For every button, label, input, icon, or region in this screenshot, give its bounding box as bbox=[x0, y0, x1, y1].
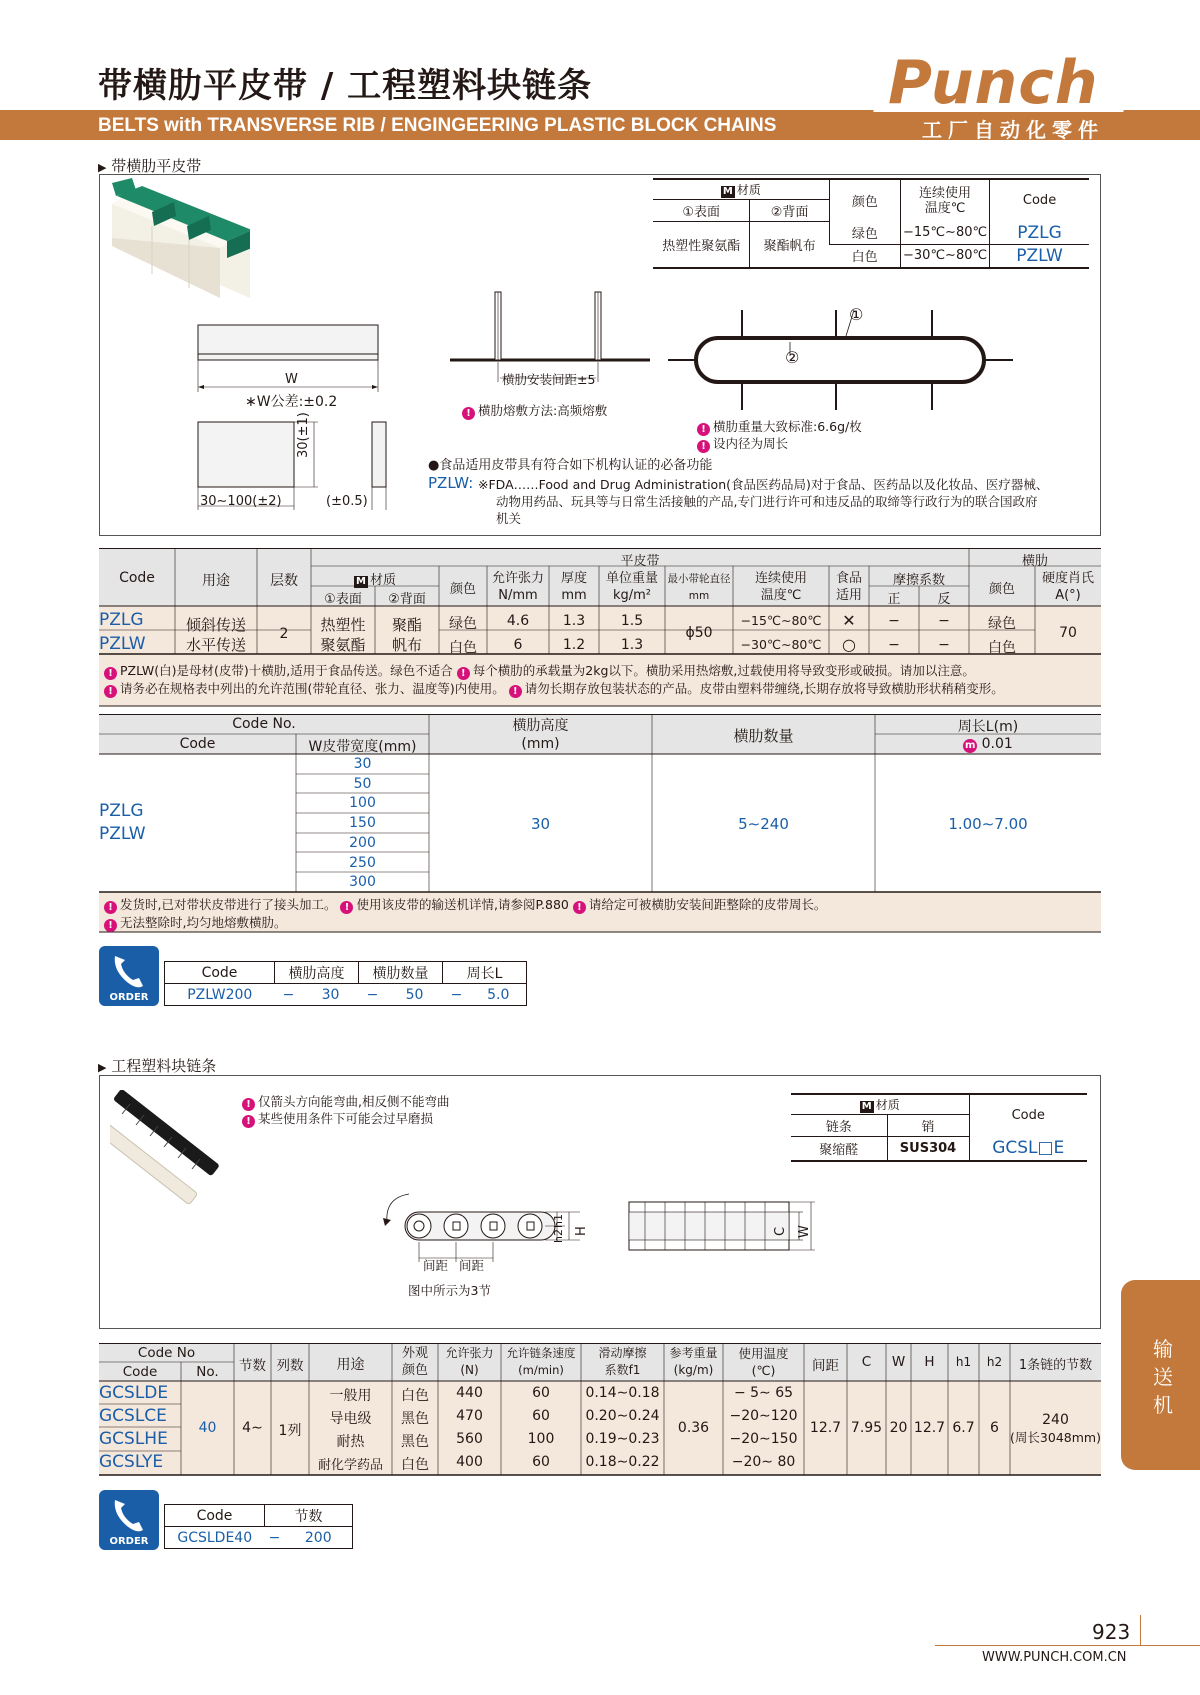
order-header: 横肋数量 bbox=[359, 962, 443, 984]
spec-color: 绿色 bbox=[449, 616, 477, 632]
chain-header-speed: 允许链条速度 (m/min) bbox=[506, 1346, 576, 1377]
order-value: − bbox=[359, 984, 387, 1006]
w-label: W bbox=[285, 372, 298, 387]
order-badge bbox=[99, 1490, 159, 1550]
spec-note-2: ! 请务必在规格表中列出的允许范围(带轮直径、张力、温度等)内使用。 ! 请勿长期存放包装状态的产品。皮带由塑料带缠绕,长期存放将导致横肋形状稍稍变形。 bbox=[104, 680, 1004, 698]
spec-header-code: Code bbox=[119, 570, 155, 586]
chain-use: 耐化学药品 bbox=[317, 1458, 383, 1473]
phone-icon bbox=[99, 1492, 159, 1536]
code-header-rib-height: 横肋高度 (mm) bbox=[512, 718, 569, 752]
chain-header-h1: h1 bbox=[955, 1355, 972, 1369]
chain-color: 白色 bbox=[401, 1388, 429, 1404]
surface-header: ①表面 bbox=[653, 200, 750, 222]
spec-header-rib: 横肋 bbox=[1021, 554, 1048, 569]
spec-code-pzlg: PZLG bbox=[99, 610, 144, 630]
chain-material-header: M 材质 bbox=[861, 1098, 900, 1112]
W-label: W bbox=[797, 1225, 812, 1238]
chain-friction: 0.18∼0.22 bbox=[585, 1454, 660, 1470]
spec-header-front: 正 bbox=[887, 592, 901, 607]
code-header-rib-count: 横肋数量 bbox=[733, 727, 794, 745]
order-value: 50 bbox=[387, 984, 443, 1006]
spec-header-tension: 允许张力 N/mm bbox=[491, 571, 544, 603]
chain-header-W: W bbox=[891, 1354, 906, 1370]
chain-header-C: C bbox=[861, 1354, 872, 1370]
order-badge-label: ORDER bbox=[109, 1536, 149, 1547]
chain-code: GCSLDE bbox=[99, 1383, 169, 1403]
temp-value: −30℃∼80℃ bbox=[901, 244, 990, 268]
width-list bbox=[296, 755, 429, 893]
temp-value: −15℃∼80℃ bbox=[901, 222, 990, 245]
chain-photo bbox=[110, 1090, 235, 1215]
w-tolerance: ∗W公差:±0.2 bbox=[245, 394, 338, 410]
pitch-label-2: 间距 bbox=[459, 1258, 485, 1273]
spec-header-back: ②背面 bbox=[388, 592, 426, 607]
code-header: Code bbox=[990, 179, 1089, 222]
surface-value: 热塑性聚氨酯 bbox=[662, 238, 741, 254]
spec-code-pzlw: PZLW bbox=[99, 634, 146, 654]
width-item: 100 bbox=[349, 795, 376, 812]
code-note-2: ! 无法整除时,均匀地熔敷横肋。 bbox=[104, 914, 286, 932]
color-header: 颜色 bbox=[829, 179, 900, 222]
h1-label: h1 bbox=[552, 1214, 565, 1228]
thickness-tolerance: (±0.5) bbox=[326, 494, 368, 509]
spec-food: ✕ bbox=[842, 611, 856, 630]
width-item: 30 bbox=[353, 756, 372, 772]
table-row bbox=[99, 1454, 1101, 1476]
chain-header-friction: 滑动摩擦 系数f1 bbox=[598, 1346, 647, 1377]
chain-header-rows: 列数 bbox=[276, 1358, 304, 1374]
chain-use: 导电级 bbox=[329, 1411, 372, 1427]
spec-weight: 1.5 bbox=[620, 613, 644, 629]
pzlw-label: PZLW: bbox=[428, 474, 474, 492]
spec-temp: −15℃∼80℃ bbox=[740, 613, 822, 628]
chain-tension: 440 bbox=[456, 1385, 483, 1401]
chain-friction: 0.14∼0.18 bbox=[585, 1385, 660, 1401]
spec-rib-color: 绿色 bbox=[988, 616, 1016, 632]
chain-speed: 100 bbox=[527, 1431, 555, 1447]
chain-material-value: 聚缩醛 bbox=[819, 1142, 859, 1158]
chain-use: 耐热 bbox=[336, 1434, 365, 1450]
page-title: 带横肋平皮带 / 工程塑料块链条 bbox=[98, 66, 593, 106]
chain-speed: 60 bbox=[532, 1385, 550, 1401]
chain-rows-value: 1列 bbox=[278, 1423, 302, 1439]
order-value: PZLW200 bbox=[165, 984, 275, 1006]
chain-header-pitch: 间距 bbox=[812, 1358, 839, 1374]
chain-header-code-no: Code No bbox=[137, 1345, 196, 1361]
spec-color: 白色 bbox=[449, 640, 477, 656]
fda-note-line2: 动物用药品、玩具等与日常生活接触的产品,专门进行许可和违反品的取缔等行政行为的联合国政府 bbox=[496, 494, 1038, 509]
temp-header: 连续使用 温度℃ bbox=[901, 179, 990, 222]
rib-spacing-label: 横肋安装间距±5 bbox=[502, 372, 596, 387]
fda-note-line3: 机关 bbox=[496, 511, 522, 526]
spec-surface: 热塑性 聚氨酯 bbox=[320, 616, 366, 654]
section-heading: ▶ 带横肋平皮带 bbox=[98, 157, 202, 175]
fda-note: ※FDA……Food and Drug Administration(食品医药品局)对于食品、医药品以及化妆品、医疗器械、 bbox=[478, 477, 1049, 492]
spec-front: − bbox=[888, 613, 900, 629]
spec-header-use: 用途 bbox=[202, 573, 230, 589]
chain-temp: −20∼120 bbox=[729, 1408, 798, 1424]
spec-tension: 6 bbox=[513, 637, 523, 653]
chain-code-header: Code bbox=[969, 1094, 1087, 1137]
table-row bbox=[99, 1385, 1101, 1407]
chain-header-count: 节数 bbox=[239, 1358, 266, 1374]
section-heading-text: 带横肋平皮带 bbox=[111, 157, 202, 175]
code-header-code: Code bbox=[179, 736, 216, 752]
code-header-step: m 0.01 bbox=[964, 736, 1013, 752]
belt-loop-drawing bbox=[668, 302, 1013, 412]
chain-color: 白色 bbox=[401, 1457, 429, 1473]
spec-note-1: ! PZLW(白)是母材(皮带)十横肋,适用于食品传送。绿色不适合 ! 每个横肋的承载量为2kg以下。横肋采用热熔敷,过载使用将导致变形或破损。请加以注意。 bbox=[104, 662, 975, 680]
chain-header-code: Code bbox=[122, 1364, 158, 1380]
order-header: 周长L bbox=[443, 962, 527, 984]
order-header: Code bbox=[165, 962, 275, 984]
spec-header-material: M 材质 bbox=[356, 573, 396, 588]
chain-h1: 6.7 bbox=[952, 1420, 975, 1436]
chain-temp: −20∼150 bbox=[729, 1431, 798, 1447]
belt-material-table bbox=[653, 178, 1089, 269]
chain-speed: 60 bbox=[532, 1408, 550, 1424]
back-value: 聚酯帆布 bbox=[750, 222, 829, 268]
chain-order-example-table bbox=[164, 1504, 353, 1549]
spec-header-weight: 单位重量 kg/m² bbox=[605, 571, 658, 603]
food-note: ●食品适用皮带具有符合如下机构认证的必备功能 bbox=[428, 458, 713, 473]
order-value: GCSLDE40 bbox=[165, 1527, 265, 1549]
order-example-table bbox=[164, 961, 527, 1006]
chain-tension: 560 bbox=[456, 1431, 483, 1447]
spec-layers: 2 bbox=[279, 626, 289, 642]
belt-dimension-drawing bbox=[190, 320, 400, 515]
phone-icon bbox=[99, 948, 159, 992]
chain-no: 40 bbox=[198, 1420, 217, 1436]
spec-use: 倾斜传送 水平传送 bbox=[185, 616, 246, 654]
step-icon: m bbox=[964, 740, 976, 751]
code-value: PZLG bbox=[990, 222, 1089, 245]
order-value: 30 bbox=[303, 984, 359, 1006]
chain-code: GCSLYE bbox=[99, 1452, 164, 1472]
H-label: H bbox=[574, 1226, 589, 1236]
width-item: 150 bbox=[349, 815, 376, 832]
section-heading-text: 工程塑料块链条 bbox=[111, 1057, 217, 1075]
spec-header-reverse: 反 bbox=[937, 592, 951, 607]
spec-food: ○ bbox=[842, 635, 856, 654]
spec-pulley: ϕ50 bbox=[685, 625, 713, 641]
code-header-width: W皮带宽度(mm) bbox=[308, 739, 417, 755]
order-badge bbox=[99, 946, 159, 1006]
spec-reverse: − bbox=[938, 637, 950, 653]
width-item: 200 bbox=[349, 834, 376, 851]
code-header-code-no: Code No. bbox=[232, 716, 296, 732]
spec-tension: 4.6 bbox=[506, 613, 530, 629]
chain-header: 链条 bbox=[791, 1115, 887, 1137]
chain-header-h2: h2 bbox=[986, 1355, 1003, 1369]
page-subtitle: BELTS with TRANSVERSE RIB / ENGINGEERING PLASTIC BLOCK CHAINS bbox=[98, 115, 777, 136]
spec-header-layers: 层数 bbox=[270, 573, 298, 589]
order-header: 横肋高度 bbox=[275, 962, 359, 984]
rib-height-value: 30 bbox=[530, 815, 551, 833]
code-header-perimeter: 周长L(m) bbox=[957, 719, 1019, 735]
page-number: 923 bbox=[1092, 1620, 1131, 1644]
spec-header-surface: ①表面 bbox=[324, 592, 362, 607]
chain-tension: 470 bbox=[456, 1408, 483, 1424]
rib-weight-note: ! 横肋重量大致标准:6.6g/枚 bbox=[697, 418, 862, 436]
pitch-label-1: 间距 bbox=[423, 1258, 449, 1273]
brand-logo: Punch bbox=[888, 48, 1099, 118]
chain-h2: 6 bbox=[990, 1420, 999, 1436]
order-value: − bbox=[443, 984, 471, 1006]
chain-speed: 60 bbox=[532, 1454, 550, 1470]
chain-friction: 0.19∼0.23 bbox=[585, 1431, 660, 1447]
spec-weight: 1.3 bbox=[620, 637, 644, 653]
spec-header-rib-color: 颜色 bbox=[988, 582, 1015, 597]
rib-count-value: 5∼240 bbox=[738, 815, 789, 833]
material-header: M 材质 bbox=[722, 183, 761, 197]
footer-divider-v bbox=[1140, 1615, 1141, 1645]
weld-note: ! 横肋熔敷方法:高频熔敷 bbox=[462, 402, 607, 420]
chain-code: GCSLHE bbox=[99, 1429, 168, 1449]
chain-top-drawing bbox=[625, 1196, 825, 1262]
order-header: Code bbox=[165, 1505, 265, 1527]
chain-header-per-chain: 1条链的节数 bbox=[1018, 1358, 1093, 1373]
spec-header-hardness: 硬度肖氏 A(°) bbox=[1041, 571, 1094, 603]
chain-tension: 400 bbox=[456, 1454, 483, 1470]
chain-code: GCSLCE bbox=[99, 1406, 167, 1426]
chain-header-use: 用途 bbox=[336, 1357, 365, 1373]
chain-W: 20 bbox=[889, 1420, 908, 1436]
inner-perimeter-note: ! 设内径为周长 bbox=[697, 435, 788, 453]
order-value: − bbox=[265, 1527, 285, 1549]
pin-header: 销 bbox=[887, 1115, 969, 1137]
back-header: ②背面 bbox=[750, 200, 829, 222]
spec-header-food: 食品 适用 bbox=[835, 571, 862, 603]
width-item: 250 bbox=[349, 854, 376, 871]
height-label: 30(±1) bbox=[296, 412, 311, 458]
order-header: 节数 bbox=[265, 1505, 353, 1527]
chain-temp: −20∼ 80 bbox=[731, 1454, 796, 1470]
chain-material-table bbox=[791, 1093, 1087, 1162]
chain-weight: 0.36 bbox=[677, 1420, 710, 1436]
chain-header-temp: 使用温度 (℃) bbox=[738, 1346, 789, 1378]
order-badge-label: ORDER bbox=[109, 992, 149, 1003]
spec-rib-color: 白色 bbox=[988, 640, 1016, 656]
width-range: 30∼100(±2) bbox=[200, 494, 282, 509]
chain-rows bbox=[99, 1382, 1101, 1476]
belt-photo bbox=[112, 178, 250, 300]
circle-label-2: ② bbox=[785, 348, 800, 367]
spec-header-pulley: 最小带轮直径 mm bbox=[667, 573, 731, 602]
C-label: C bbox=[773, 1226, 788, 1236]
spec-header-friction: 摩擦系数 bbox=[892, 573, 945, 588]
chain-header-tension: 允许张力 (N) bbox=[445, 1346, 494, 1377]
chain-count: 4∼ bbox=[242, 1420, 263, 1436]
spec-back: 聚酯 帆布 bbox=[391, 616, 422, 654]
width-item: 50 bbox=[353, 775, 372, 792]
order-value: 200 bbox=[285, 1527, 353, 1549]
chain-header-H: H bbox=[924, 1354, 935, 1370]
spec-front: − bbox=[888, 637, 900, 653]
width-item: 300 bbox=[349, 874, 376, 891]
chain-per-chain: 240 (周长3048mm) bbox=[1010, 1412, 1101, 1445]
circle-label-1: ① bbox=[849, 305, 864, 324]
spec-header-flat-belt: 平皮带 bbox=[620, 554, 660, 569]
side-tab-label: 输 送 机 bbox=[1153, 1337, 1173, 1417]
chain-note-1: ! 仅箭头方向能弯曲,相反侧不能弯曲 bbox=[242, 1093, 449, 1111]
order-value: 5.0 bbox=[471, 984, 527, 1006]
chain-H: 12.7 bbox=[913, 1420, 946, 1436]
order-value: − bbox=[275, 984, 303, 1006]
footer-divider-h bbox=[935, 1645, 1200, 1646]
chain-C: 7.95 bbox=[850, 1420, 883, 1436]
code-value: PZLW bbox=[990, 244, 1089, 268]
perimeter-value: 1.00∼7.00 bbox=[948, 815, 1028, 833]
spec-thickness: 1.2 bbox=[562, 637, 586, 653]
spec-hardness: 70 bbox=[1059, 625, 1077, 641]
code-note-1: ! 发货时,已对带状皮带进行了接头加工。 ! 使用该皮带的输送机详情,请参阅P.880 ! 请给定可被横肋安装间距整除的皮带周长。 bbox=[104, 896, 826, 914]
chain-code-value: GCSL□E bbox=[969, 1137, 1087, 1161]
color-value: 白色 bbox=[851, 250, 878, 265]
chain-color: 黑色 bbox=[401, 1411, 429, 1427]
chain-color: 黑色 bbox=[401, 1434, 429, 1450]
spec-header-temp: 连续使用 温度℃ bbox=[754, 571, 807, 603]
drawing-caption: 图中所示为3节 bbox=[408, 1283, 491, 1298]
footer-url: WWW.PUNCH.COM.CN bbox=[982, 1650, 1127, 1665]
h2-label: h2 bbox=[552, 1229, 565, 1243]
chain-note-2: ! 某些使用条件下可能会过早磨损 bbox=[242, 1110, 433, 1128]
code-codes: PZLG PZLW bbox=[99, 801, 146, 844]
spec-header-color: 颜色 bbox=[449, 582, 476, 597]
chain-friction: 0.20∼0.24 bbox=[585, 1408, 660, 1424]
brand-subtitle: 工厂自动化零件 bbox=[922, 118, 1104, 142]
spec-thickness: 1.3 bbox=[562, 613, 586, 629]
spec-temp: −30℃∼80℃ bbox=[740, 637, 822, 652]
chain-use: 一般用 bbox=[329, 1388, 372, 1404]
chain-temp: − 5∼ 65 bbox=[733, 1385, 794, 1401]
color-value: 绿色 bbox=[829, 222, 900, 245]
chain-header-no: No. bbox=[196, 1364, 219, 1380]
chain-header-color: 外观 颜色 bbox=[401, 1346, 428, 1378]
pin-material-value: SUS304 bbox=[887, 1137, 969, 1161]
chain-header-weight: 参考重量 (kg/m) bbox=[669, 1346, 718, 1377]
spec-header-thickness: 厚度 mm bbox=[560, 571, 587, 603]
section-heading: ▶ 工程塑料块链条 bbox=[98, 1057, 217, 1075]
spec-reverse: − bbox=[938, 613, 950, 629]
chain-pitch: 12.7 bbox=[809, 1420, 842, 1436]
